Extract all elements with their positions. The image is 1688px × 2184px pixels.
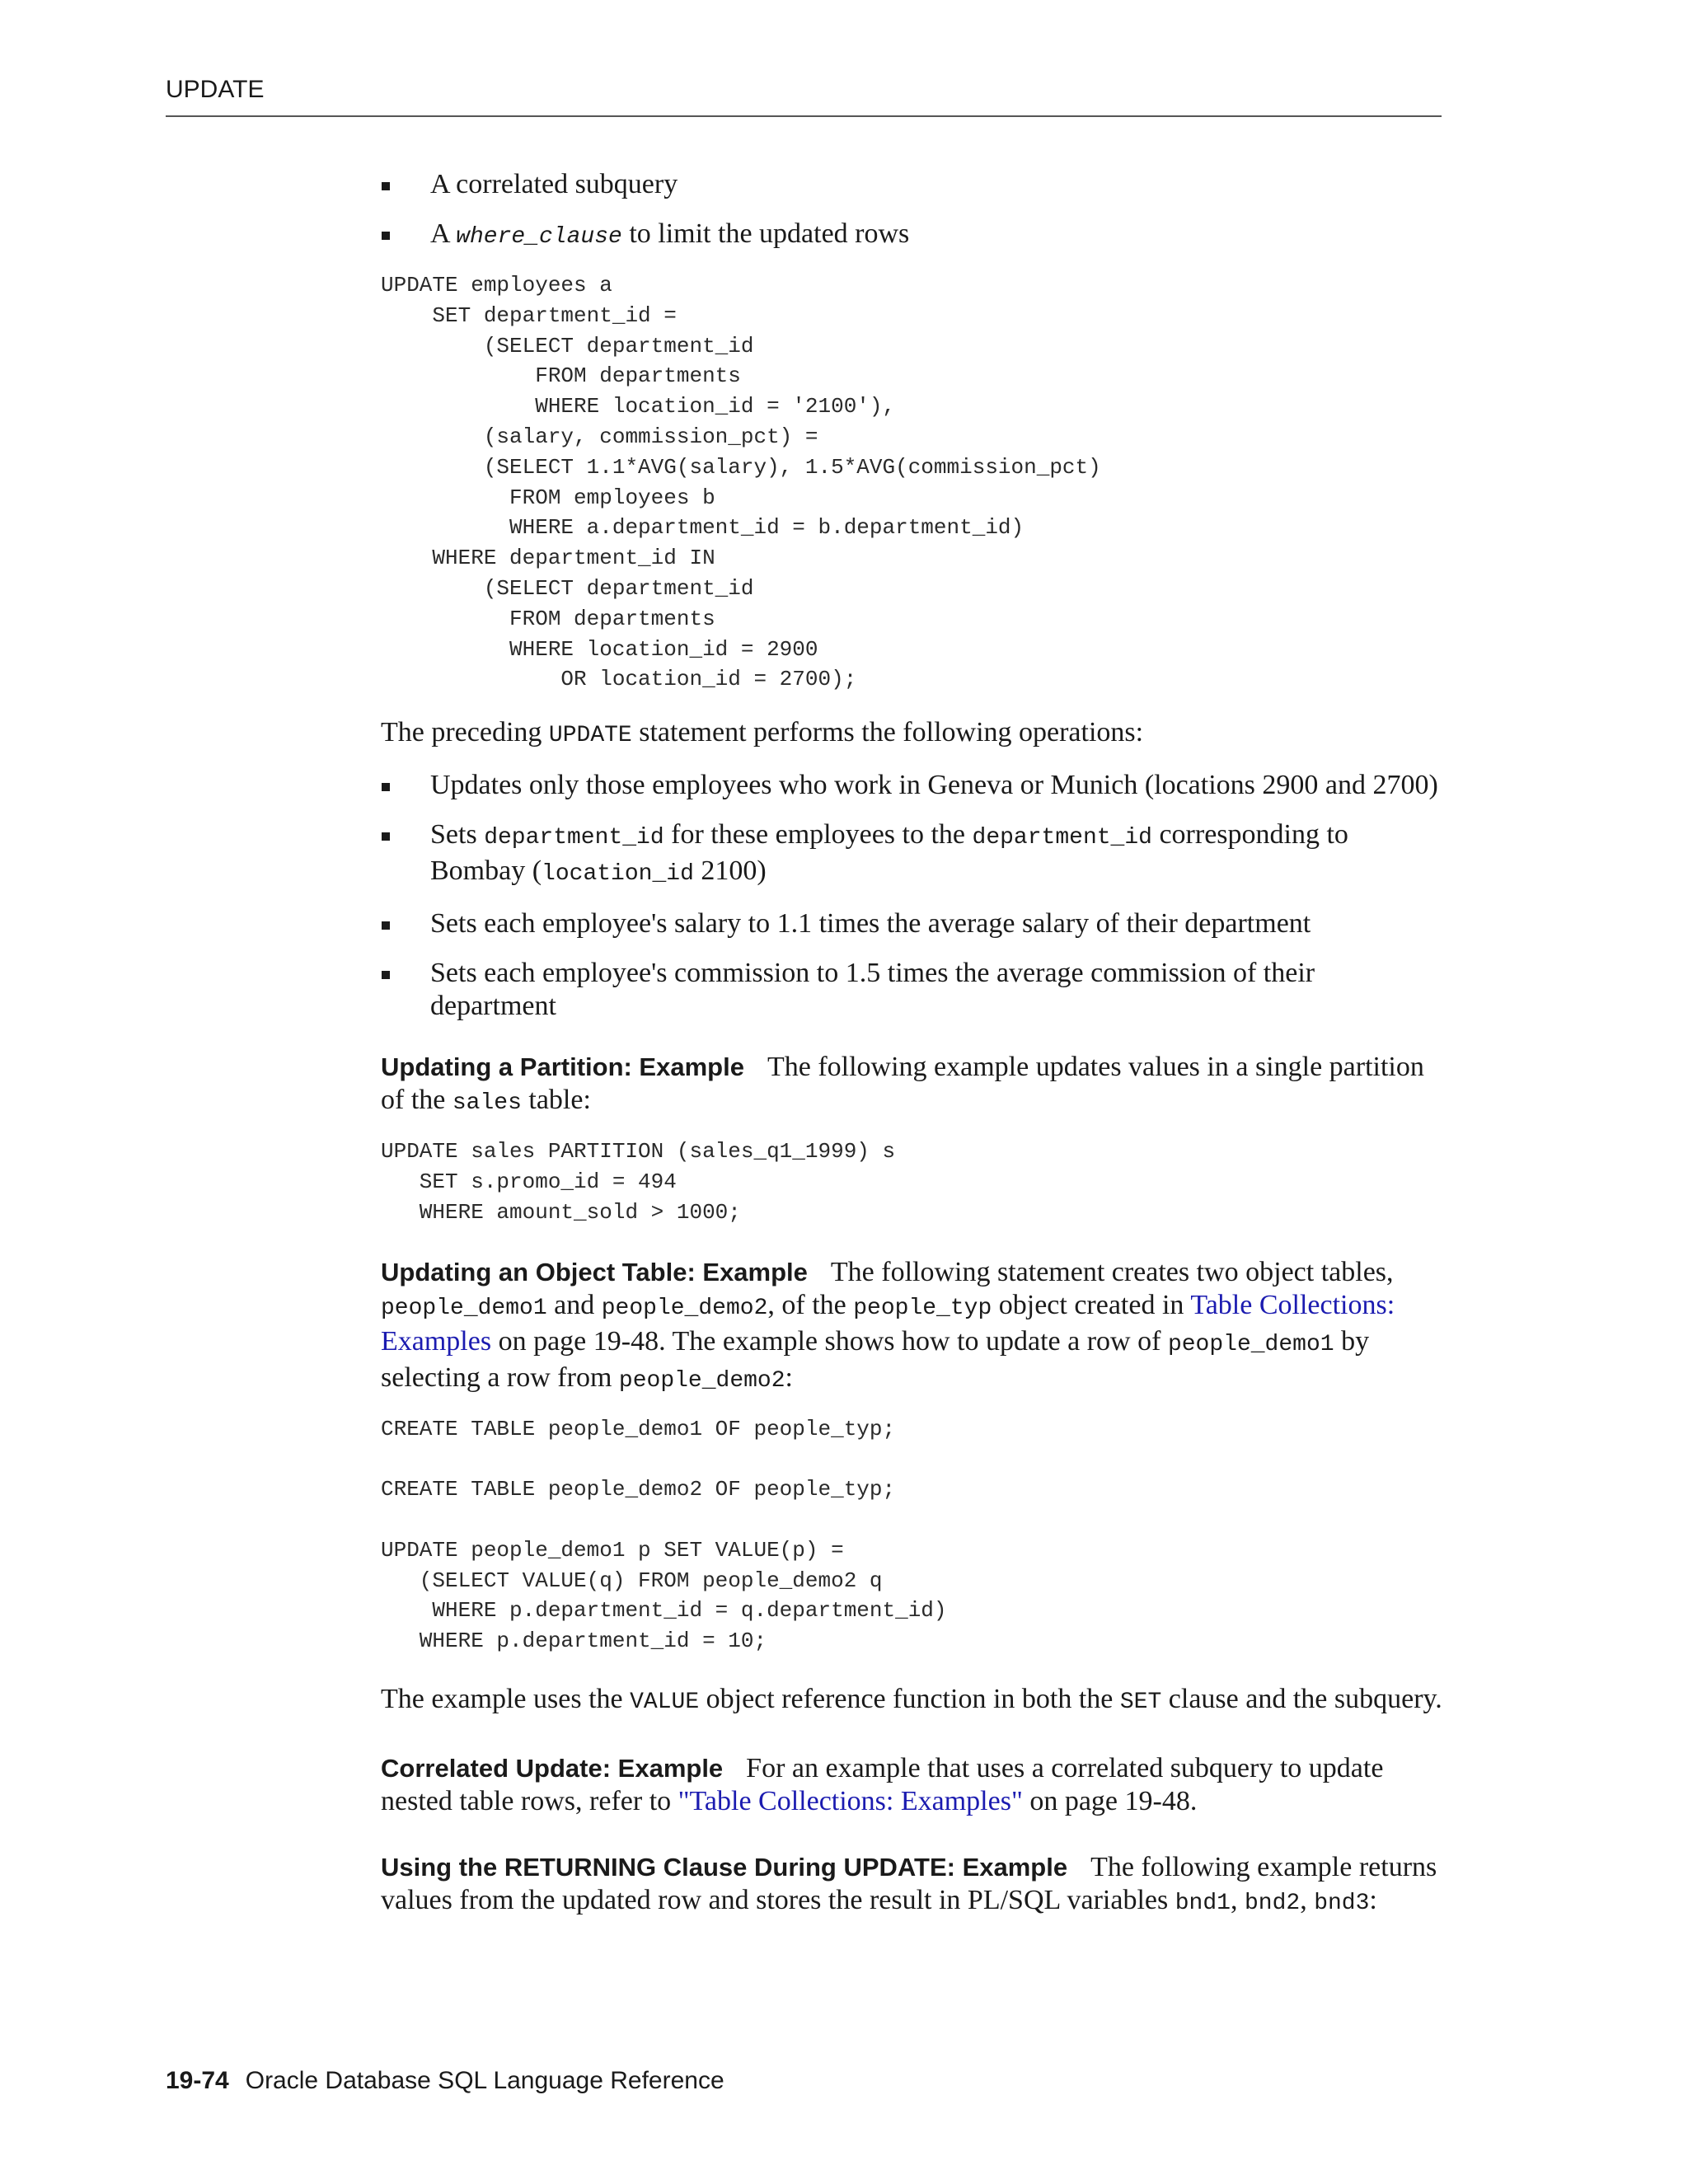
object-table-example-paragraph: Updating an Object Table: Example The following statement creates two object tables, people_demo1 and people_demo2, of the people_typ object created in Table Collections: Examples on page 19-48. The example shows how to update a row of people_demo1 by selecting a row from people_demo2:	[381, 1256, 1395, 1394]
list-item: A correlated subquery	[381, 168, 1444, 201]
inline-code: SET	[1119, 1689, 1162, 1715]
inline-code: people_typ	[853, 1295, 992, 1321]
page-footer	[166, 2067, 724, 2095]
table-collections-link[interactable]: "Table Collections: Examples"	[678, 1785, 1023, 1816]
table-collections-link[interactable]: Table Collections: Examples	[381, 1289, 1395, 1357]
section-heading: Updating an Object Table: Example	[381, 1257, 808, 1286]
running-header: UPDATE	[166, 76, 265, 103]
page-number: 19-74	[166, 2067, 229, 2094]
code-block-update-partition: UPDATE sales PARTITION (sales_q1_1999) s SET s.promo_id = 494 WHERE amount_sold > 1000;	[381, 1139, 896, 1225]
section-heading: Correlated Update: Example	[381, 1753, 724, 1783]
inline-code: UPDATE	[548, 723, 632, 749]
inline-code: people_demo1	[1167, 1331, 1334, 1357]
list-item: Sets department_id for these employees to the department_id corresponding to Bombay (location_id 2100)	[381, 818, 1444, 891]
section-heading: Using the RETURNING Clause During UPDATE: Example	[381, 1852, 1068, 1882]
book-title: Oracle Database SQL Language Reference	[245, 2067, 724, 2094]
inline-code: people_demo2	[618, 1367, 785, 1394]
inline-code: department_id	[484, 825, 664, 851]
list-item: Sets each employee's commission to 1.5 times the average commission of their department	[381, 957, 1444, 1023]
inline-code: VALUE	[630, 1689, 700, 1715]
inline-code: sales	[452, 1090, 522, 1117]
inline-code: people_demo2	[601, 1295, 768, 1321]
value-function-paragraph: The example uses the VALUE object reference function in both the SET clause and the subquery.	[381, 1683, 1442, 1715]
returning-clause-paragraph: Using the RETURNING Clause During UPDATE: Example The following example returns values from the updated row and stores the result in PL/SQL variables bnd1, bnd2, bnd3:	[381, 1851, 1437, 1916]
list-item: A where_clause to limit the updated rows	[381, 218, 1444, 254]
intro-bullet-list	[381, 168, 1444, 254]
code-block-update-employees: UPDATE employees a SET department_id = (SELECT department_id FROM departments WHERE location_id = '2100'), (salary, commission_pct) = (SELECT 1.1*AVG(salary), 1.5*AVG(commission_pct) FROM employees b WHERE a.department_id = b.department_id) WHERE department_id IN (SELECT department_id FROM departments WHERE location_id = 2900 OR location_id = 2700);	[381, 273, 1101, 692]
inline-code: bnd2	[1244, 1890, 1301, 1916]
page-body	[381, 168, 1444, 1920]
inline-code: department_id	[972, 825, 1152, 851]
partition-example-paragraph: Updating a Partition: Example The following example updates values in a single partition of the sales table:	[381, 1052, 1424, 1117]
correlated-update-paragraph: Correlated Update: Example For an example that uses a correlated subquery to update nested table rows, refer to "Table Collections: Examples" on page 19-48.	[381, 1752, 1384, 1816]
inline-code: location_id	[542, 861, 694, 888]
code-block-object-table: CREATE TABLE people_demo1 OF people_typ; CREATE TABLE people_demo2 OF people_typ; UPDATE people_demo1 p SET VALUE(p) = (SELECT VALUE(q) FROM people_demo2 q WHERE p.department_id = q.department_id) WHERE p.department_id = 10;	[381, 1416, 947, 1654]
section-heading: Updating a Partition: Example	[381, 1052, 744, 1082]
inline-code: where_clause	[456, 224, 622, 250]
inline-code: bnd1	[1175, 1890, 1231, 1916]
list-item: Sets each employee's salary to 1.1 times the average salary of their department	[381, 907, 1444, 940]
inline-code: people_demo1	[381, 1295, 547, 1321]
operations-bullet-list	[381, 769, 1444, 1023]
list-item: Updates only those employees who work in Geneva or Munich (locations 2900 and 2700)	[381, 769, 1444, 802]
inline-code: bnd3	[1314, 1890, 1370, 1916]
operations-intro: The preceding UPDATE statement performs the following operations:	[381, 717, 1144, 749]
header-rule	[166, 115, 1442, 117]
